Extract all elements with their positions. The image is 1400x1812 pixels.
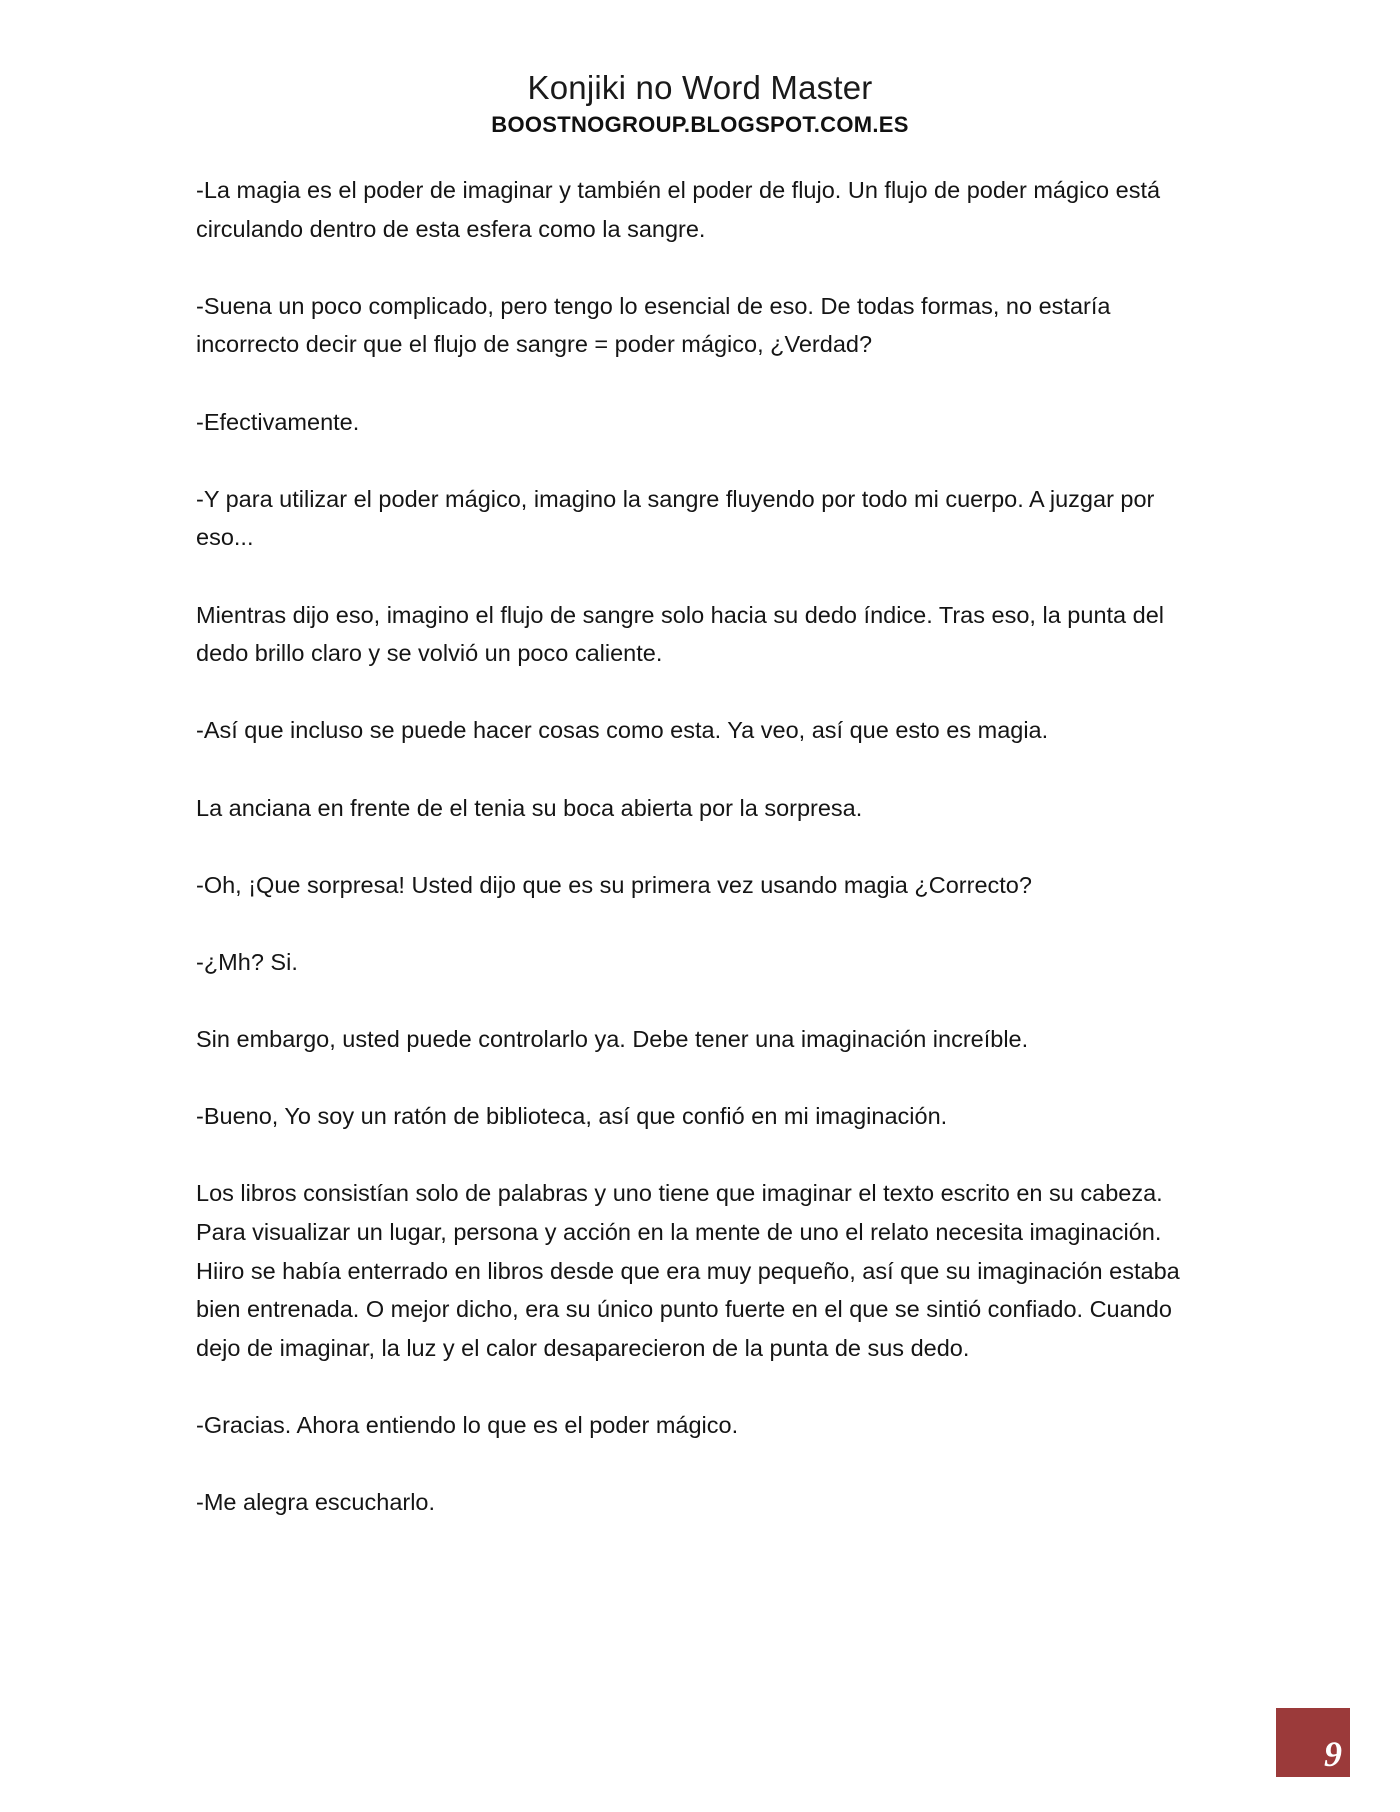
paragraph: Sin embargo, usted puede controlarlo ya. Debe tener una imaginación increíble.: [196, 1026, 1029, 1053]
paragraph: Mientras dijo eso, imagino el flujo de sangre solo hacia su dedo índice. Tras eso, la punta del dedo brillo claro y se volvió un poco caliente.: [196, 601, 1164, 667]
paragraph: -Me alegra escucharlo.: [196, 1489, 436, 1516]
document-title: Konjiki no Word Master: [527, 69, 873, 106]
paragraph: -Gracias. Ahora entiendo lo que es el poder mágico.: [196, 1412, 739, 1438]
page-number: 9: [1324, 1734, 1342, 1774]
paragraph: -¿Mh? Si.: [196, 948, 298, 975]
paragraph: -Así que incluso se puede hacer cosas como esta. Ya veo, así que esto es magia.: [196, 717, 1049, 744]
paragraph: Los libros consistían solo de palabras y uno tiene que imaginar el texto escrito en su cabeza. Para visualizar un lugar, persona y acción en la mente de uno el relato necesita imaginación.: [196, 1180, 1163, 1246]
paragraph: La anciana en frente de el tenia su boca abierta por la sorpresa.: [196, 794, 863, 821]
paragraph: -Oh, ¡Que sorpresa! Usted dijo que es su primera vez usando magia ¿Correcto?: [196, 871, 1032, 898]
paragraph: Hiiro se había enterrado en libros desde que era muy pequeño, así que su imaginación estaba bien entrenada. O mejor dicho, era su único punto fuerte en el que se sintió confiado. Cuando dejo de imaginar, la luz y el calor desaparecieron de la punta de sus dedo.: [196, 1257, 1180, 1361]
page-number-badge: [1276, 1708, 1350, 1776]
paragraph: -Bueno, Yo soy un ratón de biblioteca, así que confió en mi imaginación.: [196, 1103, 948, 1130]
paragraph: -Suena un poco complicado, pero tengo lo esencial de eso. De todas formas, no estaría incorrecto decir que el flujo de sangre = poder mágico, ¿Verdad?: [196, 292, 1111, 358]
paragraph: -Efectivamente.: [196, 408, 360, 435]
document-subtitle: BOOSTNOGROUP.BLOGSPOT.COM.ES: [491, 112, 909, 137]
page-number-underline: [1276, 1775, 1350, 1777]
page-header: [0, 66, 1400, 140]
paragraph: -La magia es el poder de imaginar y también el poder de flujo. Un flujo de poder mágico está circulando dentro de esta esfera como la sangre.: [196, 177, 1161, 242]
paragraph: -Y para utilizar el poder mágico, imagino la sangre fluyendo por todo mi cuerpo. A juzgar por eso...: [196, 485, 1155, 551]
body-text: [196, 171, 1206, 1560]
